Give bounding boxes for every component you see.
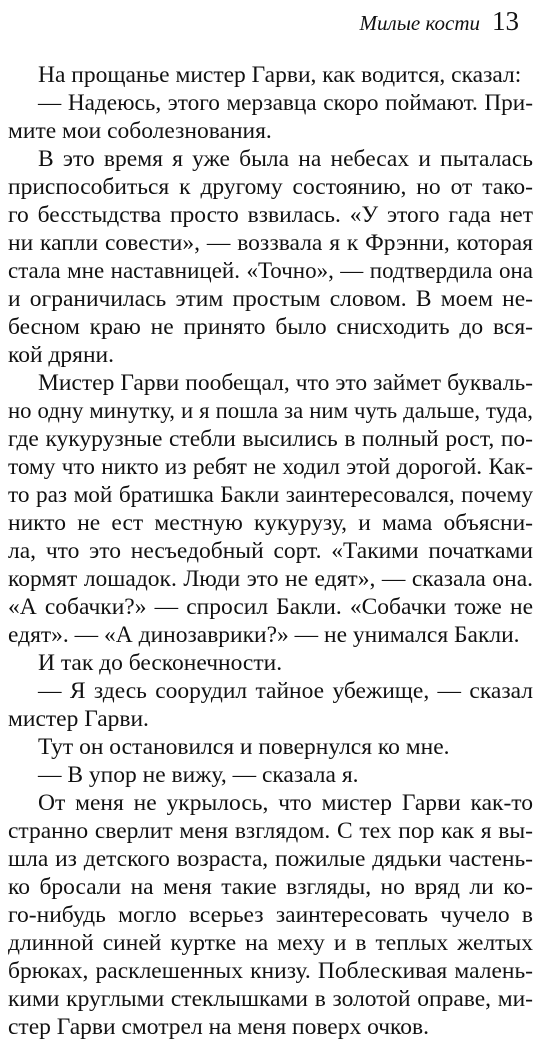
text-line: и ограничилась этим простым словом. В моем не- <box>8 286 533 312</box>
text-line: тому что никто из ребят не ходил этой дорогой. Как- <box>8 454 533 480</box>
text-line: И так до бесконечности. <box>38 650 283 676</box>
text-line: го-нибудь могло всерьез заинтересовать чучело в <box>8 902 533 928</box>
text-line: — В упор не вижу, — сказала я. <box>38 762 359 788</box>
text-line: На прощанье мистер Гарви, как водится, сказал: <box>38 62 522 88</box>
text-line: то раз мой братишка Бакли заинтересовался, почему <box>8 482 533 508</box>
text-line: — Я здесь соорудил тайное убежище, — сказал <box>38 678 533 704</box>
text-line: брюках, расклешенных книзу. Поблескивая малень- <box>8 958 533 984</box>
text-line: ко бросали на меня такие взгляды, но вряд ли ко- <box>8 874 533 900</box>
text-line: странно сверлит меня взглядом. С тех пор как я вы- <box>8 818 533 844</box>
text-line: мистер Гарви. <box>8 706 149 732</box>
body-text <box>8 61 533 1041</box>
text-line: стер Гарви смотрел на меня поверх очков. <box>8 1014 430 1040</box>
text-line: ни капли совести», — воззвала я к Фрэнни, которая <box>8 230 533 256</box>
text-line: кой дряни. <box>8 342 114 368</box>
text-line: никто не ест местную кукурузу, и мама объясни- <box>8 510 533 536</box>
page-header <box>360 6 519 37</box>
running-title: Милые кости <box>359 11 480 35</box>
text-line: длинной синей куртке на меху и в теплых желтых <box>8 930 533 956</box>
text-line: приспособиться к другому состоянию, но от тако- <box>8 174 533 200</box>
text-line: «А собачки?» — спросил Бакли. «Собачки тоже не <box>8 594 533 620</box>
text-line: стала мне наставницей. «Точно», — подтвердила она <box>8 258 533 283</box>
text-line: бесном краю не принято было снисходить до вся- <box>8 314 533 340</box>
text-line: едят». — «А динозаврики?» — не унимался Бакли. <box>8 622 520 648</box>
text-line: шла из детского возраста, пожилые дядьки частень- <box>8 846 533 872</box>
text-line: но одну минутку, и я пошла за ним чуть дальше, туда, <box>8 398 533 423</box>
text-line: От меня не укрылось, что мистер Гарви как-то <box>38 790 533 816</box>
page-number: 13 <box>492 6 519 36</box>
text-line: мите мои соболезнования. <box>8 118 272 144</box>
text-line: го бесстыдства просто взвилась. «У этого гада нет <box>8 202 533 228</box>
text-line: Тут он остановился и повернулся ко мне. <box>38 734 450 760</box>
text-line: — Надеюсь, этого мерзавца скоро поймают. При- <box>38 90 533 116</box>
text-line: В это время я уже была на небесах и пыталась <box>38 146 533 172</box>
text-line: кормят лошадок. Люди это не едят», — сказала она. <box>8 566 533 592</box>
text-line: Мистер Гарви пообещал, что это займет букваль- <box>38 370 533 396</box>
text-line: где кукурузные стебли высились в полный рост, по- <box>8 426 533 452</box>
text-line: ла, что это несъедобный сорт. «Такими початками <box>8 538 533 564</box>
text-line: кими круглыми стеклышками в золотой оправе, ми- <box>8 986 533 1012</box>
